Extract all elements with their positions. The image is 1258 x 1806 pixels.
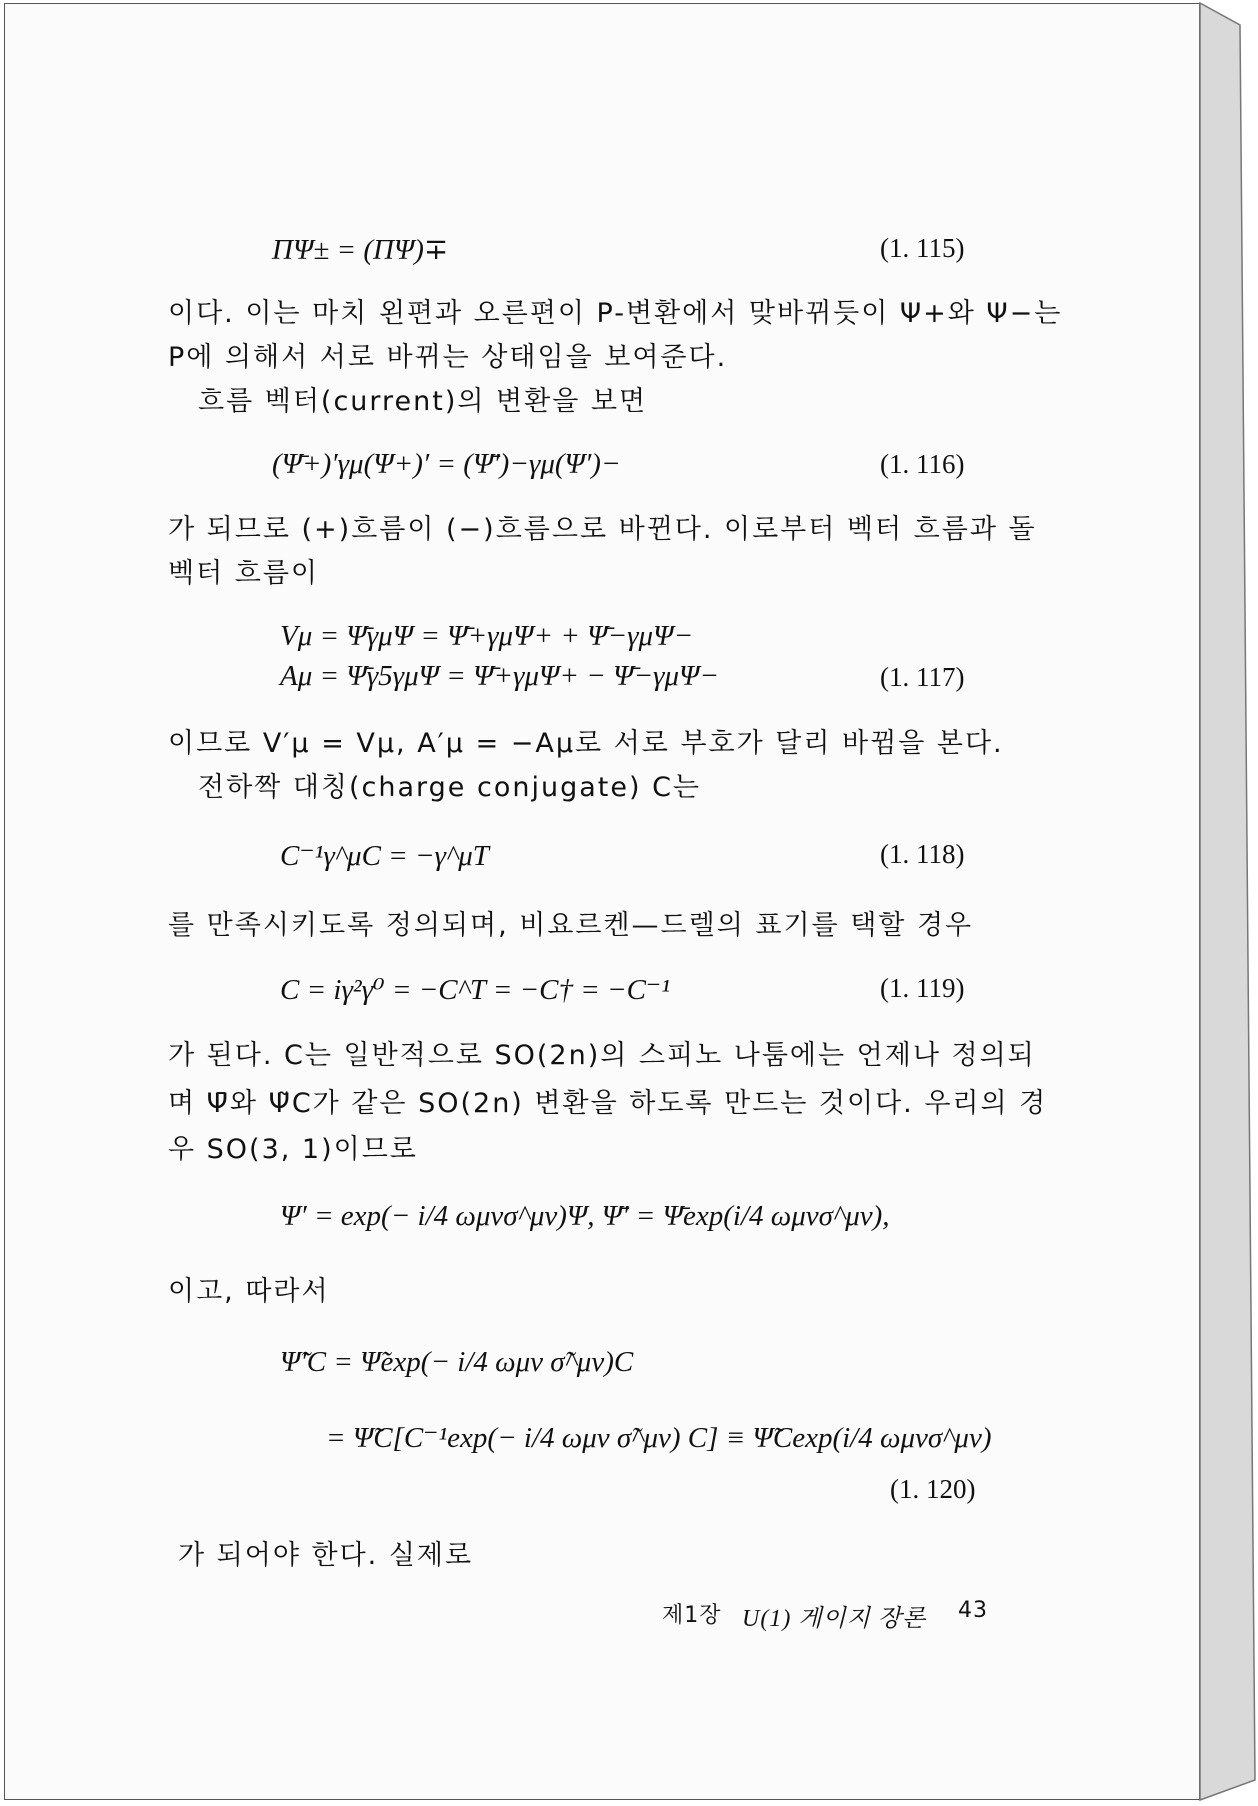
equation-1-116: (Ψ̄+)′γμ(Ψ+)′ = (Ψ̄′)−γμ(Ψ′)− xyxy=(272,448,621,480)
equation-1-119: C = iγ²γ⁰ = −C^T = −C† = −C⁻¹ xyxy=(280,974,670,1006)
paragraph-line: 이므로 V′μ = Vμ, A′μ = −Aμ로 서로 부호가 달리 바뀜을 본다. xyxy=(168,728,1004,759)
equation-number: (1. 120) xyxy=(890,1474,976,1504)
paragraph-line: 이고, 따라서 xyxy=(168,1276,330,1307)
equation-1-118: C⁻¹γ^μC = −γ^μT xyxy=(280,840,489,872)
paragraph-line: 를 만족시키도록 정의되며, 비요르켄—드렐의 표기를 택할 경우 xyxy=(168,910,974,941)
equation-number: (1. 115) xyxy=(880,233,965,263)
footer-title: U(1) 게이지 장론 xyxy=(742,1606,927,1632)
footer-chapter: 제1장 xyxy=(662,1603,722,1628)
equation-number: (1. 119) xyxy=(880,973,965,1003)
paragraph-line: P에 의해서 서로 바뀌는 상태임을 보여준다. xyxy=(168,342,728,373)
paragraph-line: 전하짝 대칭(charge conjugate) C는 xyxy=(198,772,702,803)
paragraph-line: 며 Ψ̄와 Ψ̃C가 같은 SO(2n) 변환을 하도록 만드는 것이다. 우리의 경 xyxy=(168,1088,1048,1119)
paragraph-line: 가 되어야 한다. 실제로 xyxy=(178,1540,474,1571)
equation-1-120-line1: Ψ̃′C = Ψ̃exp(− i/4 ωμν σ̃^μν)C xyxy=(280,1346,634,1378)
equation-1-120-line2: = Ψ̃C[C⁻¹exp(− i/4 ωμν σ̃^μν) C] ≡ Ψ̃Cexp(i/4 ωμνσ^μν) xyxy=(326,1422,992,1454)
equation-transformation: Ψ′ = exp(− i/4 ωμνσ^μν)Ψ, Ψ̄′ = Ψ̄exp(i/4 ωμνσ^μν), xyxy=(280,1200,890,1232)
equation-number: (1. 117) xyxy=(880,662,965,692)
equation-1-117-axial: Aμ = Ψ̄γ5γμΨ = Ψ̄+γμΨ+ − Ψ̄−γμΨ− xyxy=(280,660,719,692)
paragraph-line: 흐름 벡터(current)의 변환을 보면 xyxy=(198,386,648,417)
equation-number: (1. 118) xyxy=(880,839,965,869)
paragraph-line: 우 SO(3, 1)이므로 xyxy=(168,1134,418,1165)
page-number: 43 xyxy=(958,1598,988,1623)
equation-1-117-vector: Vμ = Ψ̄γμΨ = Ψ̄+γμΨ+ + Ψ̄−γμΨ− xyxy=(280,620,694,652)
equation-number: (1. 116) xyxy=(880,449,965,479)
paragraph-line: 가 된다. C는 일반적으로 SO(2n)의 스피노 나툼에는 언제나 정의되 xyxy=(168,1040,1036,1071)
equation-1-115: ΠΨ± = (ΠΨ)∓ xyxy=(272,234,449,266)
paragraph-line: 이다. 이는 마치 왼편과 오른편이 P-변환에서 맞바뀌듯이 Ψ+와 Ψ−는 xyxy=(168,298,1063,329)
paragraph-line: 벡터 흐름이 xyxy=(168,558,319,589)
paragraph-line: 가 되므로 (+)흐름이 (−)흐름으로 바뀐다. 이로부터 벡터 흐름과 돌 xyxy=(168,514,1037,545)
